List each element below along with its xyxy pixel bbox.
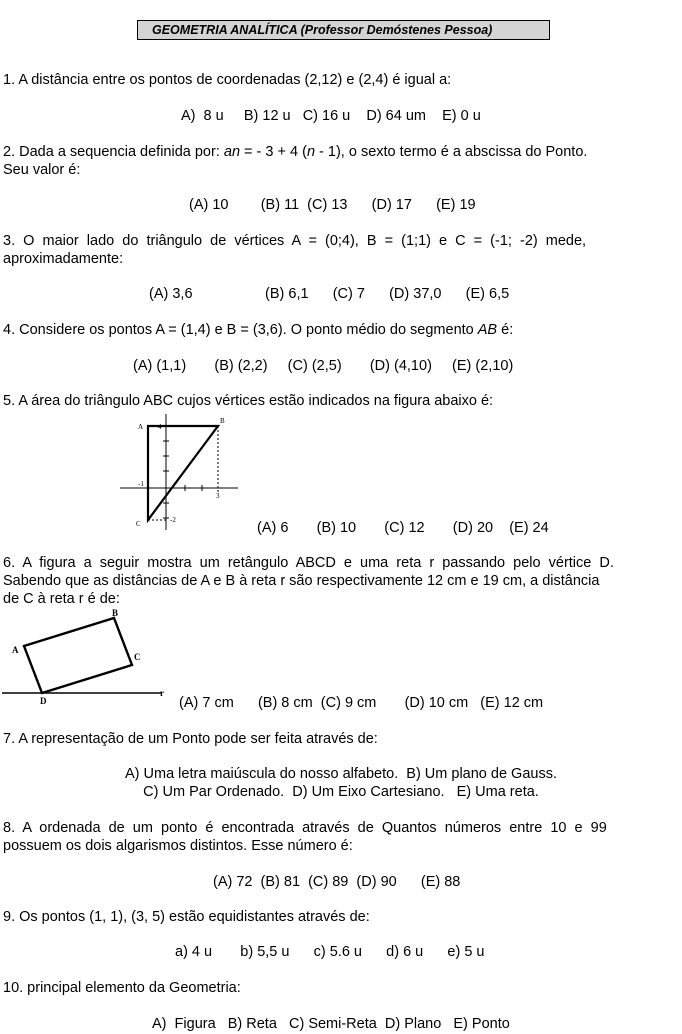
document-header — [137, 20, 550, 40]
question-8-line2: possuem os dois algarismos distintos. Esse número é: — [3, 838, 353, 854]
question-3-line2: aproximadamente: — [3, 251, 124, 267]
question-4-options: (A) (1,1) (B) (2,2) (C) (2,5) (D) (4,10) (E) (2,10) — [133, 358, 514, 374]
vertex-b-label: B — [112, 608, 119, 618]
question-3-options: (A) 3,6 (B) 6,1 (C) 7 (D) 37,0 (E) 6,5 — [149, 286, 510, 302]
question-2-line2: Seu valor é: — [3, 162, 81, 178]
question-7-text: 7. A representação de um Ponto pode ser feita através de: — [3, 731, 378, 747]
question-6-line1: 6. A figura a seguir mostra um retângulo ABCD e uma reta r passando pelo vértice D. — [3, 555, 614, 571]
rectangle-figure — [0, 608, 172, 704]
vertex-a-label: A — [12, 645, 19, 655]
vertex-c-label: C — [134, 652, 141, 662]
header-title: GEOMETRIA ANALÍTICA (Professor Demóstenes Pessoa) — [152, 23, 493, 37]
question-9-text: 9. Os pontos (1, 1), (3, 5) estão equidistantes através de: — [3, 909, 370, 925]
question-4-text: 4. Considere os pontos A = (1,4) e B = (3,6). O ponto médio do segmento AB é: — [3, 322, 514, 338]
question-7-options-line1: A) Uma letra maiúscula do nosso alfabeto. B) Um plano de Gauss. — [125, 766, 557, 782]
y-label-neg1: -1 — [138, 480, 144, 488]
vertex-b-label: B — [220, 417, 225, 425]
question-8-line1: 8. A ordenada de um ponto é encontrada através de Quantos números entre 10 e 99 — [3, 820, 607, 836]
question-10-options: A) Figura B) Reta C) Semi-Reta D) Plano E) Ponto — [152, 1016, 510, 1032]
vertex-a-label: A — [138, 423, 144, 431]
question-6-options: (A) 7 cm (B) 8 cm (C) 9 cm (D) 10 cm (E) 12 cm — [179, 695, 544, 711]
rectangle-abcd — [24, 618, 132, 693]
question-3-line1: 3. O maior lado do triângulo de vértices A = (0;4), B = (1;1) e C = (-1; -2) mede, — [3, 233, 587, 249]
line-r-label: r — [160, 688, 164, 698]
x-label-3: 3 — [216, 492, 220, 500]
triangle-figure — [120, 414, 240, 530]
question-2-text: 2. Dada a sequencia definida por: an = - 3 + 4 (n - 1), o sexto termo é a abscissa do Ponto. — [3, 144, 588, 160]
triangle-abc — [148, 426, 218, 520]
y-label-neg2: -2 — [170, 516, 176, 524]
question-10-text: 10. principal elemento da Geometria: — [3, 980, 241, 996]
question-5-text: 5. A área do triângulo ABC cujos vértices estão indicados na figura abaixo é: — [3, 393, 494, 409]
question-6-line2: Sabendo que as distâncias de A e B à reta r são respectivamente 12 cm e 19 cm, a distância — [3, 573, 600, 589]
question-7-options-line2: C) Um Par Ordenado. D) Um Eixo Cartesiano. E) Uma reta. — [143, 784, 539, 800]
vertex-c-label: C — [136, 520, 141, 528]
vertex-d-label: D — [40, 696, 47, 704]
question-6-line3: de C à reta r é de: — [3, 591, 120, 607]
question-2-options: (A) 10 (B) 11 (C) 13 (D) 17 (E) 19 — [189, 197, 476, 213]
question-8-options: (A) 72 (B) 81 (C) 89 (D) 90 (E) 88 — [213, 874, 461, 890]
y-label-4: 4 — [158, 423, 162, 431]
question-1-text: 1. A distância entre os pontos de coordenadas (2,12) e (2,4) é igual a: — [3, 72, 452, 88]
question-9-options: a) 4 u b) 5,5 u c) 5.6 u d) 6 u e) 5 u — [175, 944, 485, 960]
question-5-options: (A) 6 (B) 10 (C) 12 (D) 20 (E) 24 — [257, 520, 549, 536]
question-1-options: A) 8 u B) 12 u C) 16 u D) 64 um E) 0 u — [181, 108, 481, 124]
